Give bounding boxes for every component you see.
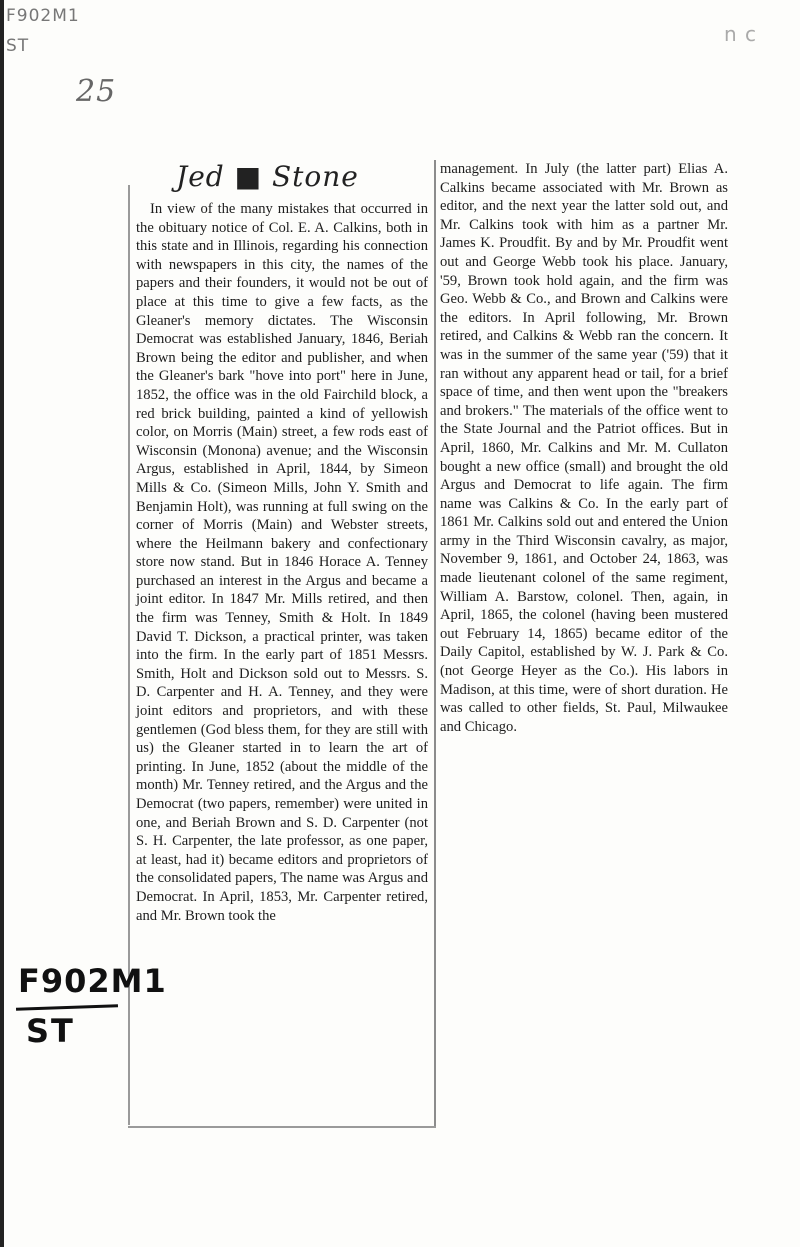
call-number-line2: ST bbox=[6, 36, 30, 56]
handwritten-signature: Jed ■ Stone bbox=[176, 160, 359, 193]
article-column-1 bbox=[136, 200, 428, 925]
handwritten-page-number: 25 bbox=[76, 74, 117, 109]
column-divider bbox=[434, 160, 436, 1128]
stamp-divider bbox=[16, 1004, 118, 1011]
call-number-line1: F902M1 bbox=[6, 6, 80, 26]
article-column-1-text: In view of the many mistakes that occurred in the obituary notice of Col. E. A. Calkins, both in this state and in Illinois, regarding his connection with newspapers in this city, the names of the papers and their founders, it would not be out of place at this time to give a few facts, as the Gleaner's memory dictates. The Wisconsin Democrat was established January, 1846, Beriah Brown being the editor and publisher, and when the Gleaner's bark "hove into port" here in June, 1852, the office was in the old Fairchild block, a red brick building, painted a kind of yellowish color, on Morris (Main) street, a few rods east of Wisconsin (Monona) avenue; and the Wisconsin Argus, established in April, 1844, by Simeon Mills & Co. (Simeon Mills, John Y. Smith and Benjamin Holt), was running at full swing on the corner of Morris (Main) and Webster streets, where the Heilmann bakery and confectionary store now stand. But in 1846 Horace A. Tenney purchased an interest in the Argus and became a joint editor. In 1847 Mr. Mills retired, and then the firm was Tenney, Smith & Holt. In 1849 David T. Dickson, a practical printer, was taken into the firm. In the early part of 1851 Messrs. Smith, Holt and Dickson sold out to Messrs. S. D. Carpenter and H. A. Tenney, and they were joint editors and proprietors, and with these gentlemen (God bless them, for they are still with us) the Gleaner started in to learn the art of printing. In June, 1852 (about the middle of the month) Mr. Tenney retired, and the Argus and the Democrat (two papers, remember) were united in one, and Beriah Brown and S. D. Carpenter (not S. H. Carpenter, the late professor, as one paper, at least, had it) became editors and proprietors of the consolidated papers, The name was Argus and Democrat. In April, 1853, Mr. Carpenter retired, and Mr. Brown took the bbox=[136, 201, 428, 924]
stamp-line2: ST bbox=[26, 1012, 75, 1050]
scan-edge bbox=[0, 0, 4, 1247]
clipping-bottom-border bbox=[128, 1126, 436, 1128]
article-column-2-text: management. In July (the latter part) Elias A. Calkins became associated with Mr. Brown as editor, and the next year the latter sold out, and Mr. Calkins took with him as a partner Mr. James K. Proudfit. By and by Mr. Proudfit went out and George Webb took his place. January, '59, Brown took hold again, and the firm was Geo. Webb & Co., and Brown and Calkins were the editors. In April following, Mr. Brown retired, and Calkins & Webb ran the concern. It was in the summer of the same year ('59) that it ran without any apparent head or tail, for a brief space of time, and then went upon the "breakers and brokers." The materials of the office went to the State Journal and the Patriot offices. But in April, 1860, Mr. Calkins and Mr. M. Cullaton bought a new office (small) and brought the old Argus and Democrat to life again. The firm name was Calkins & Co. In the early part of 1861 Mr. Calkins sold out and entered the Union army in the Third Wisconsin cavalry, as major, November 9, 1861, and October 24, 1863, was made lieutenant colonel of the same regiment, William A. Barstow, colonel. Then, again, in April, 1865, the colonel (having been mustered out February 14, 1865) became editor of the Daily Capitol, established by W. J. Park & Co. (not George Heyer as the Co.). His labors in Madison, at this time, were of short duration. He was called to other fields, St. Paul, Milwaukee and Chicago. bbox=[440, 161, 728, 735]
handwritten-call-number-stamp bbox=[14, 962, 167, 1050]
handwritten-corner-mark: n c bbox=[724, 22, 758, 46]
stamp-line1: F902M1 bbox=[18, 962, 167, 1000]
handwritten-call-number bbox=[6, 6, 80, 56]
article-column-2 bbox=[440, 160, 728, 736]
